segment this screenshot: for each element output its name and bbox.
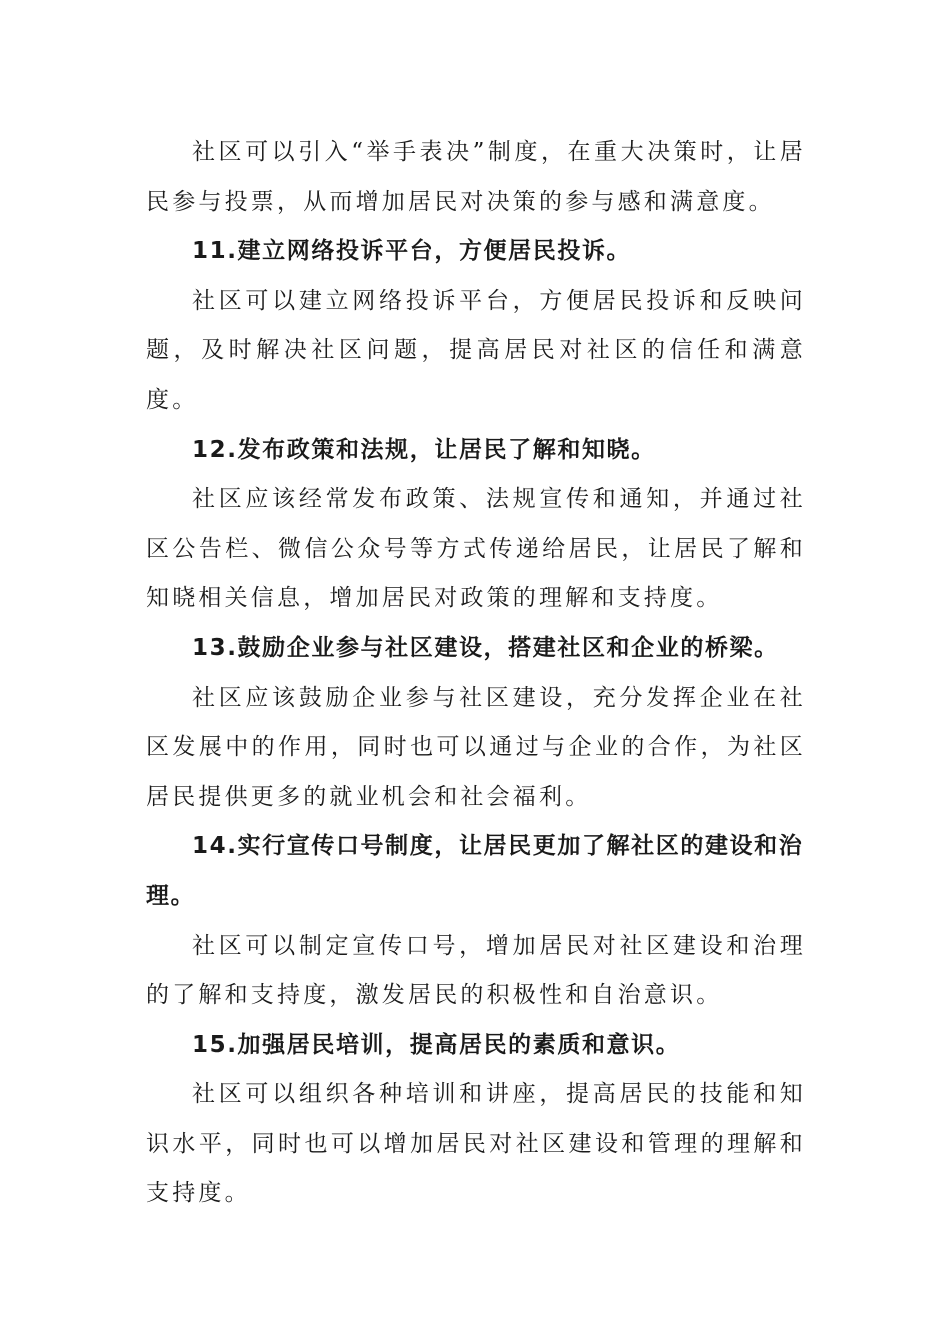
section-body-13: 社区应该鼓励企业参与社区建设，充分发挥企业在社区发展中的作用，同时也可以通过与企业的合作，为社区居民提供更多的就业机会和社会福利。 <box>146 684 806 810</box>
intro-paragraph: 社区可以引入“举手表决”制度，在重大决策时，让居民参与投票，从而增加居民对决策的参与感和满意度。 <box>146 139 806 215</box>
section-body-14: 社区可以制定宣传口号，增加居民对社区建设和治理的了解和支持度，激发居民的积极性和自治意识。 <box>146 932 806 1009</box>
section-heading-15: 15.加强居民培训，提高居民的素质和意识。 <box>192 1031 681 1058</box>
section-body-15: 社区可以组织各种培训和讲座，提高居民的技能和知识水平，同时也可以增加居民对社区建设和管理的理解和支持度。 <box>146 1081 806 1207</box>
section-heading-14: 14.实行宣传口号制度，让居民更加了解社区的建设和治理。 <box>146 833 804 909</box>
section-heading-11: 11.建立网络投诉平台，方便居民投诉。 <box>192 238 632 265</box>
section-body-12: 社区应该经常发布政策、法规宣传和通知，并通过社区公告栏、微信公众号等方式传递给居民，让居民了解和知晓相关信息，增加居民对政策的理解和支持度。 <box>146 486 806 612</box>
section-body-11: 社区可以建立网络投诉平台，方便居民投诉和反映问题，及时解决社区问题，提高居民对社区的信任和满意度。 <box>146 287 806 413</box>
section-heading-13: 13.鼓励企业参与社区建设，搭建社区和企业的桥梁。 <box>192 634 779 661</box>
document-page <box>146 128 806 1219</box>
section-heading-12: 12.发布政策和法规，让居民了解和知晓。 <box>192 436 656 463</box>
